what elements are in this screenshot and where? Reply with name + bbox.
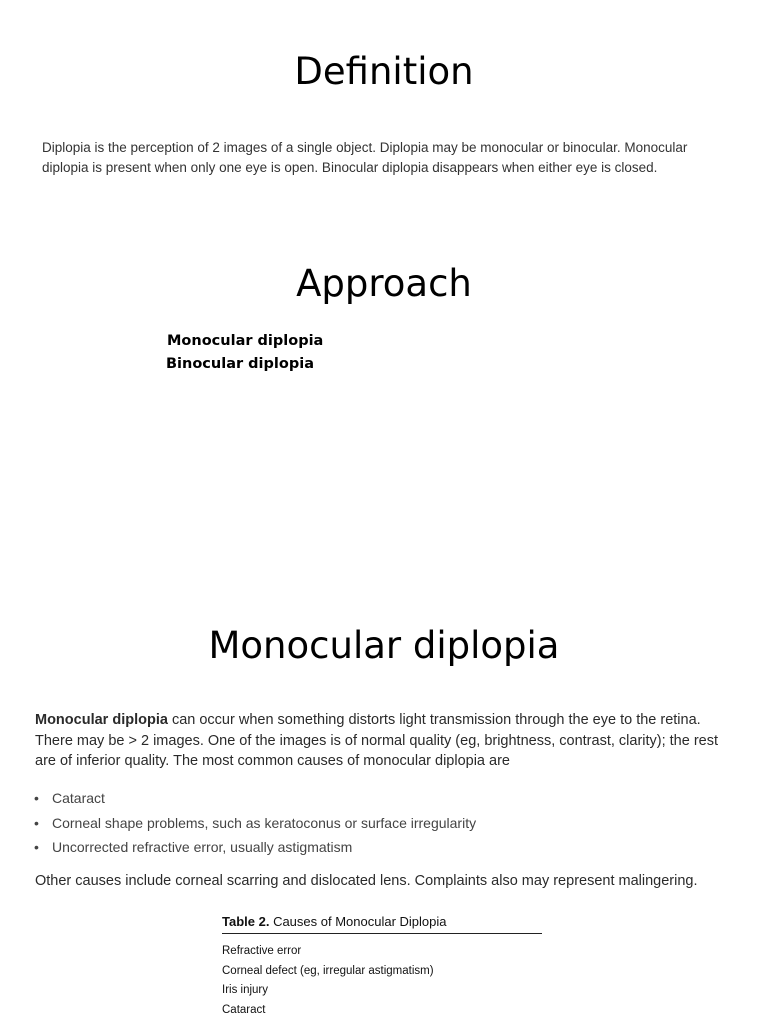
list-item (28, 835, 748, 860)
list-item (28, 811, 748, 836)
table-row: Cataract (222, 1003, 266, 1016)
table-body (222, 934, 542, 1020)
approach-item-monocular: Monocular diplopia (167, 333, 324, 349)
bullet-icon: • (34, 814, 39, 831)
list-item-text: Corneal shape problems, such as keratoconus or surface irregularity (52, 814, 477, 831)
table-row: Corneal defect (eg, irregular astigmatism) (222, 964, 434, 977)
monocular-intro-rest: can occur when something distorts light transmission through the eye to the retina. There may be > 2 images. One of the images is of normal quality (eg, brightness, contrast, clarity); the rest are of inferior quality. The most common causes of monocular diplopia are (35, 712, 719, 769)
bullet-icon: • (34, 839, 39, 855)
definition-text: Diplopia is the perception of 2 images of a single object. Diplopia may be monocular or binocular. Monocular diplopia is present when only one eye is open. Binocular diplopia disappears when either eye is closed. (42, 140, 688, 175)
monocular-intro-bold: Monocular diplopia (35, 712, 168, 728)
other-causes-text: Other causes include corneal scarring and dislocated lens. Complaints also may represent malingering. (35, 873, 698, 889)
monocular-title: Monocular diplopia (208, 624, 560, 667)
table-caption-label: Table 2. (222, 914, 270, 929)
approach-title: Approach (296, 262, 472, 305)
bullet-icon: • (34, 790, 39, 806)
table-caption (222, 914, 542, 934)
list-item-text: Cataract (52, 790, 105, 806)
table-caption-text: Causes of Monocular Diplopia (269, 914, 447, 929)
list-item-text: Uncorrected refractive error, usually astigmatism (52, 839, 353, 855)
table-row: Refractive error (222, 945, 302, 957)
table-row: Iris injury (222, 984, 269, 996)
list-item (28, 786, 748, 811)
monocular-intro (35, 710, 740, 772)
causes-table (222, 914, 542, 1020)
monocular-causes-list (28, 786, 748, 860)
approach-item-binocular: Binocular diplopia (166, 356, 314, 372)
definition-title: Definition (294, 50, 474, 93)
